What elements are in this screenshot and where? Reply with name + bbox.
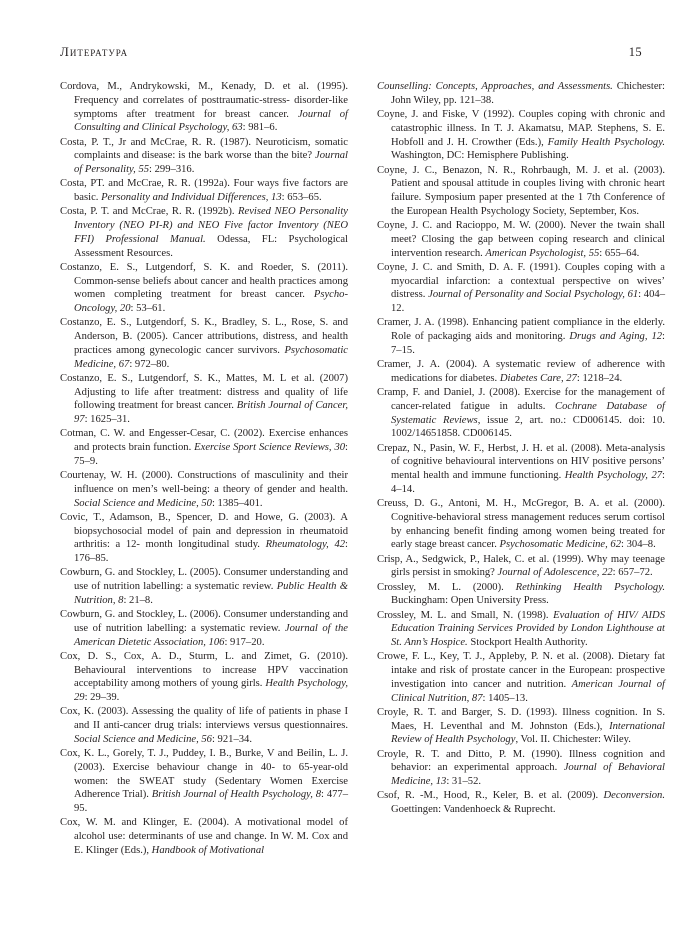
reference-source: Counselling: Concepts, Approaches, and Assessments. — [377, 81, 613, 92]
reference-text: : 4–14. — [391, 470, 665, 495]
reference-source: American Journal of Clinical Nutrition, 87 — [391, 678, 665, 704]
reference-text: Coyne, J. C., Benazon, N. R., Rohrbaugh, M. J. et al. (2003). Patient and spousal attitude in couples living with chronic heart failure. Symposium paper presented at the 1 7th Conference of the European Health Psychology Society, September, Kos. — [377, 164, 665, 217]
reference-entry — [377, 164, 665, 219]
reference-text: : 176–85. — [74, 539, 348, 564]
reference-text: Washington, DC: Hemisphere Publishing. — [391, 150, 569, 162]
reference-entry — [60, 372, 348, 427]
reference-text: : 653–65. — [281, 192, 322, 203]
reference-text: Coyne, J. C. and Racioppo, M. W. (2000). Never the twain shall meet? Closing the gap between coping research and clinical intervention research. — [377, 220, 665, 259]
reference-source: American Psychologist, 55 — [485, 247, 600, 259]
reference-text: Creuss, D. G., Antoni, M. H., McGregor, B. A. et al. (2000). Cognitive-behavioral stress management reduces serum cortisol by enhancing benefit finding among women being treated for early stage breast cancer. — [377, 498, 665, 551]
reference-source: Rethinking Health Psychology. — [515, 581, 665, 593]
reference-text: : 655–64. — [599, 247, 640, 259]
reference-source: Journal of Behavioral Medicine, 13 — [391, 762, 665, 787]
reference-text: Coyne, J. C. and Smith, D. A. F. (1991). Couples coping with a myocardial infarction: a contextual perspective on wives’ distress. — [377, 261, 665, 301]
reference-entry — [377, 80, 665, 108]
reference-text: Stockport Health Authority. — [467, 637, 588, 648]
reference-entry — [377, 581, 665, 609]
reference-text: Odessa, FL: Psychological Assessment Resources. — [74, 233, 348, 259]
reference-source: Cochrane Database of Systematic Reviews — [391, 400, 665, 426]
reference-source: Family Health Psychology. — [547, 136, 665, 148]
reference-entry — [60, 261, 348, 316]
reference-text: : 53–61. — [130, 303, 166, 314]
reference-text: Crossley, M. L. and Small, N. (1998). — [377, 609, 554, 621]
reference-source: British Journal of Health Psychology, 8 — [151, 789, 322, 801]
reference-entry — [60, 566, 348, 607]
reference-text: Costa, PT. and McCrae, R. R. (1992a). Four ways five factors are basic. — [60, 178, 348, 203]
reference-text: : 917–20. — [224, 636, 265, 648]
reference-column-left — [60, 80, 348, 858]
reference-text: Cox, K. (2003). Assessing the quality of life of patients in phase I and II anti-cancer drug trials: interviews versus questionnaires. — [60, 706, 348, 731]
reference-entry — [60, 705, 348, 746]
reference-column-right — [377, 80, 665, 817]
reference-text: Cox, W. M. and Klinger, E. (2004). A motivational model of alcohol use: determinants of use and change. In W. M. Cox and E. Klinger (Eds.), — [60, 817, 348, 856]
reference-entry — [60, 177, 348, 205]
reference-entry — [377, 358, 665, 386]
reference-text: : 29–39. — [84, 692, 120, 703]
reference-entry — [377, 219, 665, 260]
reference-entry — [60, 650, 348, 705]
reference-entry — [60, 316, 348, 371]
reference-text: Crepaz, N., Pasin, W. F., Herbst, J. H. et al. (2008). Meta-analysis of cognitive behavioural interventions on HIV positive persons’ mental health and immune functioning. — [377, 442, 665, 481]
reference-text: Cowburn, G. and Stockley, L. (2006). Consumer understanding and use of nutrition labelling: a systematic review. — [60, 609, 348, 634]
reference-text: : 1625–31. — [84, 414, 130, 425]
reference-text: : 921–34. — [211, 733, 252, 745]
reference-text: Costa, P. T., Jr and McCrae, R. R. (1987). Neuroticism, somatic complaints and disease: is the bark worse than the bite? — [60, 136, 348, 162]
reference-text: : 304–8. — [621, 539, 656, 551]
reference-source: Social Science and Medicine, 50 — [74, 497, 212, 509]
reference-source: Deconversion. — [603, 790, 665, 802]
reference-text: : 75–9. — [74, 442, 348, 467]
reference-entry — [377, 108, 665, 163]
reference-source: Evaluation of HIV/ AIDS Education Training Services Provided by London Lighthouse at St. Ann’s Hospice. — [391, 609, 665, 648]
reference-text: Costa, P. T. and McCrae, R. R. (1992b). — [60, 206, 239, 218]
reference-source: International Review of Health Psychology — [391, 720, 665, 746]
reference-source: Psychosomatic Medicine, 62 — [499, 539, 622, 551]
reference-text: Buckingham: Open University Press. — [391, 595, 549, 607]
page-header — [60, 44, 642, 60]
reference-text: , issue 2, art. no.: CD006145. doi: 10. 1002/14651858. CD006145. — [391, 414, 665, 440]
reference-text: Costanzo, E. S., Lutgendorf, S. K. and Roeder, S. (2011). Common-sense beliefs about cancer and health practices among women completing treatment for breast cancer. — [60, 261, 348, 301]
reference-text: Crowe, F. L., Key, T. J., Appleby, P. N. et al. (2008). Dietary fat intake and risk of prostate cancer in the European: prospective investigation into cancer and nutrition. — [377, 651, 665, 690]
reference-text: Cramp, F. and Daniel, J. (2008). Exercise for the management of cancer-related fatigue in adults. — [377, 387, 665, 412]
reference-text: Cox, K. L., Gorely, T. J., Puddey, I. B., Burke, V and Beilin, L. J. (2003). Exercise behaviour change in 40- to 65-year-old women: the SWEAT study (Sedentary Women Exercise Adherence Trial). — [60, 748, 348, 801]
reference-text: Coyne, J. and Fiske, V (1992). Couples coping with chronic and catastrophic illness. In T. J. Akamatsu, MAP. Stephens, S. E. Hobfoll and J. H. Crowther (Eds.), — [377, 109, 665, 148]
reference-text: Cotman, C. W. and Engesser-Cesar, C. (2002). Exercise enhances and protects brain function. — [60, 428, 348, 453]
reference-entry — [377, 553, 665, 581]
reference-source: Diabetes Care, 27 — [499, 372, 577, 384]
reference-text: : 1385–401. — [211, 497, 263, 509]
reference-text: Goettingen: Vandenhoeck & Ruprecht. — [391, 804, 556, 815]
reference-text: : 657–72. — [612, 567, 653, 579]
reference-entry — [60, 816, 348, 857]
reference-text: : 7–15. — [391, 331, 665, 356]
reference-source: Health Psychology, 29 — [74, 678, 348, 703]
reference-source: Psychosomatic Medicine, 67 — [74, 344, 348, 370]
reference-entry — [377, 706, 665, 747]
reference-entry — [377, 650, 665, 705]
reference-source: Handbook of Motivational — [151, 844, 265, 856]
reference-text: Chichester: John Wiley, pp. 121–38. — [391, 81, 665, 106]
section-title: Литература — [60, 44, 129, 59]
reference-text: : 21–8. — [123, 594, 153, 606]
reference-entry — [377, 316, 665, 357]
reference-source: Revised NEO Personality Inventory (NEO PI-R) and NEO Five factor Inventory (NEO FFI) Professional Manual. — [74, 206, 349, 245]
reference-text: : 1405–13. — [482, 692, 528, 704]
reference-entry — [60, 469, 348, 510]
reference-source: Journal of Adolescence, 22 — [497, 567, 613, 579]
reference-entry — [60, 80, 348, 135]
reference-source: British Journal of Cancer, 97 — [74, 400, 348, 425]
page-number: 15 — [628, 45, 642, 59]
reference-entry — [60, 427, 348, 468]
reference-text: : 1218–24. — [576, 372, 623, 384]
reference-entry — [377, 497, 665, 552]
reference-text: Cramer, J. A. (2004). A systematic review of adherence with medications for diabetes. — [377, 359, 665, 384]
reference-text: , Vol. II. Chichester: Wiley. — [515, 734, 631, 746]
reference-text: : 31–52. — [446, 776, 482, 787]
reference-entry — [60, 511, 348, 566]
reference-text: Crisp, A., Sedgwick, P., Halek, C. et al. (1999). Why may teenage girls persist in smoking? — [377, 553, 665, 579]
reference-source: Psycho-Oncology, 20 — [74, 289, 348, 314]
reference-text: Croyle, R. T. and Barger, S. D. (1993). Illness cognition. In S. Maes, H. Leventhal and M. Johnston (Eds.), — [377, 706, 665, 732]
reference-source: Health Psychology, 27 — [564, 470, 663, 481]
reference-text: Cordova, M., Andrykowski, M., Kenady, D. et al. (1995). Frequency and correlates of posttraumatic-stress- disorder-like symptoms after treatment for breast cancer. — [60, 81, 348, 120]
reference-text: Cowburn, G. and Stockley, L. (2005). Consumer understanding and use of nutrition labelling: a systematic review. — [60, 567, 348, 592]
reference-source: Personality and Individual Differences, 13 — [101, 192, 282, 203]
reference-entry — [60, 136, 348, 177]
reference-source: Journal of the American Dietetic Association, 106 — [74, 622, 348, 648]
reference-source: Exercise Sport Science Reviews, 30 — [194, 442, 346, 453]
reference-source: Journal of Personality, 55 — [74, 150, 348, 175]
reference-text: Covic, T., Adamson, B., Spencer, D. and Howe, G. (2003). A biopsychosocial model of pain and depression in rheumatoid arthritis: a 12- month longitudinal study. — [60, 511, 348, 551]
reference-text: Cox, D. S., Cox, A. D., Sturm, L. and Zimet, G. (2010). Behavioural interventions to increase HPV vaccination acceptability among mothers of young girls. — [60, 650, 348, 690]
reference-text: : 981–6. — [242, 122, 278, 134]
reference-text: Cramer, J. A. (1998). Enhancing patient compliance in the elderly. Role of packaging aids and monitoring. — [377, 317, 665, 342]
reference-text: Crossley, M. L. (2000). — [377, 581, 516, 593]
reference-entry — [377, 789, 665, 817]
reference-source: Journal of Consulting and Clinical Psychology, 63 — [74, 108, 348, 134]
reference-text: Croyle, R. T. and Ditto, P. M. (1990). Illness cognition and behavior: an experimental approach. — [377, 748, 665, 774]
reference-source: Journal of Personality and Social Psychology, 61 — [428, 289, 639, 301]
reference-source: Social Science and Medicine, 56 — [74, 733, 212, 745]
reference-entry — [377, 442, 665, 497]
reference-text: Costanzo, E. S., Lutgendorf, S. K., Bradley, S. L., Rose, S. and Anderson, B. (2005). Cancer attributions, distress, and health practices among gynecologic cancer survivors. — [60, 317, 348, 356]
reference-source: Public Health & Nutrition, 8 — [74, 581, 348, 606]
reference-entry — [377, 748, 665, 789]
reference-text: Csof, R. -M., Hood, R., Keler, B. et al. (2009). — [377, 790, 604, 802]
reference-text: : 972–80. — [129, 358, 170, 370]
reference-entry — [377, 261, 665, 316]
reference-entry — [60, 608, 348, 649]
reference-source: Drugs and Aging, 12 — [569, 331, 663, 342]
reference-text: Costanzo, E. S., Lutgendorf, S. K., Mattes, M. L et al. (2007) Adjusting to life after treatment: distress and quality of life following treatment for breast cancer. — [60, 372, 348, 412]
reference-entry — [377, 386, 665, 441]
reference-text: : 299–316. — [149, 164, 195, 175]
reference-entry — [60, 747, 348, 816]
reference-text: : 477–95. — [74, 789, 349, 814]
reference-text: : 404–12. — [391, 289, 665, 314]
reference-entry — [60, 205, 348, 260]
reference-source: Rheumatology, 42 — [265, 539, 346, 551]
reference-entry — [377, 609, 665, 650]
reference-text: Courtenay, W. H. (2000). Constructions of masculinity and their influence on men’s well-being: a theory of gender and health. — [60, 470, 348, 495]
